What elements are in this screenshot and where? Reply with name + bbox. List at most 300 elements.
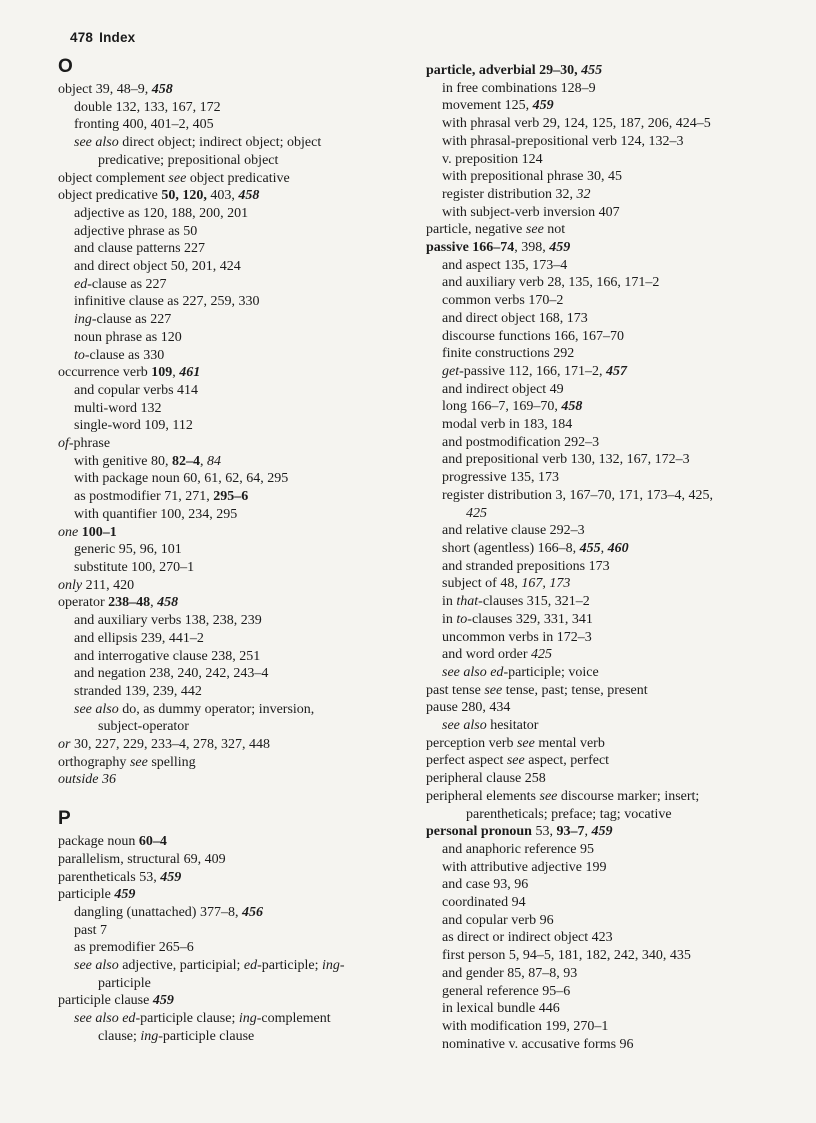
index-subentry (58, 347, 428, 365)
index-subentry (426, 416, 796, 434)
entry-text-run: 458 (151, 82, 173, 97)
index-subentry (426, 186, 796, 204)
entry-text-run: 167, 173 (521, 576, 571, 592)
index-entry (58, 577, 428, 595)
entry-text-run: get (442, 363, 460, 379)
index-subentry (58, 223, 428, 241)
index-entry (426, 221, 796, 239)
entry-text-run: and copular verbs 414 (74, 382, 199, 398)
entry-text-run: see also (74, 1011, 119, 1027)
index-subentry (426, 540, 796, 558)
index-subentry (426, 292, 796, 310)
entry-text-run: ed (243, 958, 258, 974)
entry-text-run: in free combinations 128–9 (442, 80, 596, 96)
entry-text-run: discourse marker; insert; (557, 788, 700, 804)
entry-text-run: -participle; voice (503, 664, 599, 680)
index-subentry (58, 630, 428, 648)
entry-text-run: tense, past; tense, present (502, 682, 648, 698)
entry-text-run: stranded 139, 239, 442 (74, 683, 202, 699)
entry-text-run: subject of 48, (442, 576, 522, 592)
index-subentry (426, 558, 796, 576)
entry-text-run: 82–4 (172, 453, 200, 469)
entry-text-run: to (456, 611, 468, 627)
entry-text-run: parentheticals 53, (58, 869, 161, 885)
index-subentry (58, 116, 428, 134)
entry-text-run: as premodifier 265–6 (74, 940, 194, 956)
entry-text-run: 458 (561, 399, 583, 415)
entry-text-run: passive 166–74 (426, 240, 515, 256)
entry-text-run: clause; (98, 1028, 141, 1044)
index-subentry (58, 400, 428, 418)
entry-text-run: one (58, 524, 79, 540)
entry-text-run: substitute 100, 270–1 (74, 559, 195, 575)
index-subentry (426, 274, 796, 292)
entry-text-run: perception verb (426, 735, 517, 751)
index-subentry (58, 470, 428, 488)
index-entry (58, 851, 428, 869)
index-subentry (426, 841, 796, 859)
entry-text-run: short (agentless) 166–8, (442, 540, 580, 556)
entry-text-run: -passive 112, 166, 171–2, (459, 363, 606, 379)
entry-text-run: see also (442, 718, 487, 734)
index-entry (58, 81, 428, 99)
entry-text-run: mental verb (534, 735, 605, 751)
entry-text-run: ing (140, 1028, 159, 1044)
entry-text-run: pause 280, 434 (426, 700, 511, 716)
entry-text-run: generic 95, 96, 101 (74, 542, 182, 558)
entry-text-run: past 7 (74, 922, 108, 938)
index-subentry (426, 257, 796, 275)
index-subentry (58, 293, 428, 311)
entry-text-run: 211, 420 (82, 577, 135, 593)
entry-text-run: subject-operator (98, 719, 189, 735)
entry-text-run: object predicative (186, 170, 290, 186)
entry-text-run: 459 (591, 824, 613, 840)
entry-text-run: 458 (157, 595, 179, 611)
entry-text-run: personal pronoun (426, 824, 532, 840)
entry-text-run: 93–7 (556, 824, 585, 840)
entry-text-run: peripheral elements (426, 788, 540, 804)
index-continuation (58, 975, 428, 993)
index-subentry (426, 965, 796, 983)
entry-text-run: and copular verb 96 (442, 912, 554, 928)
index-subentry (58, 382, 428, 400)
index-entry (58, 170, 428, 188)
entry-text-run: 459 (532, 98, 554, 114)
index-entry (58, 736, 428, 754)
entry-text-run: as direct or indirect object 423 (442, 930, 613, 946)
entry-text-run: occurrence verb (58, 365, 152, 381)
entry-text-run: with phrasal-prepositional verb 124, 132–3 (442, 133, 684, 149)
entry-text-run: particle, adverbial 29–30, (426, 63, 582, 78)
index-subentry (58, 1010, 428, 1028)
entry-text-run: in lexical bundle 446 (442, 1001, 560, 1017)
index-subentry (58, 205, 428, 223)
entry-text-run: -participle clause (158, 1028, 255, 1044)
entry-text-run: and stranded prepositions 173 (442, 558, 610, 574)
entry-text-run: 425 (466, 505, 487, 521)
index-entry (426, 735, 796, 753)
index-subentry (426, 398, 796, 416)
entry-text-run: see also ed (442, 664, 504, 680)
entry-text-run: see also (74, 135, 119, 151)
entry-text-run: 455 (581, 63, 603, 78)
entry-text-run: 459 (549, 240, 571, 256)
entry-text-run: coordinated 94 (442, 895, 526, 911)
entry-text-run: , (200, 453, 207, 469)
entry-text-run: participle (98, 975, 151, 991)
entry-text-run: ed (122, 1011, 136, 1027)
index-subentry (426, 929, 796, 947)
entry-text-run: and ellipsis 239, 441–2 (74, 630, 204, 646)
entry-text-run: orthography (58, 754, 130, 770)
entry-text-run: with subject-verb inversion 407 (442, 204, 620, 220)
index-subentry (58, 506, 428, 524)
entry-text-run: ing (238, 1011, 257, 1027)
p-entries (58, 833, 428, 1045)
index-entry (426, 823, 796, 841)
entry-text-run: uncommon verbs in 172–3 (442, 629, 592, 645)
entry-text-run: single-word 109, 112 (74, 418, 193, 434)
entry-text-run: finite constructions 292 (442, 346, 575, 362)
index-subentry (426, 611, 796, 629)
entry-text-run: see (525, 222, 544, 238)
index-subentry (426, 204, 796, 222)
entry-text-run: and postmodification 292–3 (442, 434, 600, 450)
index-subentry (58, 134, 428, 152)
entry-text-run: register distribution 3, 167–70, 171, 173–4, 425, (442, 487, 714, 503)
entry-text-run: 460 (607, 540, 629, 556)
entry-text-run: or (58, 737, 71, 753)
entry-text-run: 238–48 (108, 595, 151, 611)
entry-text-run: 461 (179, 365, 201, 381)
index-subentry (426, 522, 796, 540)
entry-text-run: in (442, 594, 457, 610)
index-subentry (426, 593, 796, 611)
entry-text-run: nominative v. accusative forms 96 (442, 1036, 634, 1052)
entry-text-run: , (584, 824, 592, 840)
index-subentry (58, 329, 428, 347)
entry-text-run: operator (58, 595, 109, 611)
entry-text-run: not (543, 222, 566, 238)
entry-text-run: , (150, 595, 158, 611)
entry-text-run: with package noun 60, 61, 62, 64, 295 (74, 471, 289, 487)
entry-text-run: and relative clause 292–3 (442, 523, 585, 539)
index-subentry (426, 894, 796, 912)
index-continuation (58, 152, 428, 170)
entry-text-run: with phrasal verb 29, 124, 125, 187, 206, 424–5 (442, 116, 711, 132)
entry-text-run: see (129, 754, 148, 770)
index-entry (58, 771, 428, 789)
entry-text-run: object predicative (58, 188, 162, 204)
index-subentry (426, 1036, 796, 1054)
entry-text-run: and gender 85, 87–8, 93 (442, 965, 578, 981)
entry-text-run: see (506, 753, 525, 769)
entry-text-run: parallelism, structural 69, 409 (58, 851, 226, 867)
entry-text-run: see (484, 682, 503, 698)
entry-text-run: -participle clause; (135, 1011, 239, 1027)
index-subentry (58, 701, 428, 719)
index-continuation (58, 1028, 428, 1046)
entry-text-run: peripheral clause 258 (426, 771, 546, 787)
entry-text-run: see (539, 788, 558, 804)
index-entry (426, 770, 796, 788)
entry-text-run: to (74, 347, 85, 363)
index-subentry (426, 983, 796, 1001)
entry-text-run: with prepositional phrase 30, 45 (442, 169, 623, 185)
entry-text-run: general reference 95–6 (442, 983, 571, 999)
index-subentry (426, 469, 796, 487)
index-subentry (426, 1000, 796, 1018)
entry-text-run: 100–1 (81, 524, 117, 540)
entry-text-run: see also (74, 701, 119, 717)
entry-text-run: fronting 400, 401–2, 405 (74, 117, 214, 133)
index-subentry (426, 310, 796, 328)
entry-text-run: -clauses 315, 321–2 (478, 594, 590, 610)
index-entry (58, 524, 428, 542)
index-entry (58, 886, 428, 904)
entry-text-run: and direct object 50, 201, 424 (74, 259, 241, 275)
index-entry (426, 699, 796, 717)
index-entry (58, 869, 428, 887)
index-subentry (426, 381, 796, 399)
letter-heading-p: P (58, 808, 71, 830)
index-subentry (426, 97, 796, 115)
entry-text-run: with genitive 80, (74, 453, 172, 469)
entry-text-run: 84 (207, 453, 221, 469)
index-entry (426, 752, 796, 770)
index-subentry (426, 133, 796, 151)
index-subentry (426, 664, 796, 682)
index-subentry (426, 451, 796, 469)
index-subentry (426, 876, 796, 894)
section-title: Index (99, 30, 136, 45)
index-subentry (426, 168, 796, 186)
entry-text-run: 459 (114, 887, 136, 903)
index-subentry (426, 629, 796, 647)
entry-text-run: and negation 238, 240, 242, 243–4 (74, 666, 269, 682)
index-entry (426, 239, 796, 257)
index-subentry (58, 240, 428, 258)
entry-text-run: 32 (576, 186, 591, 202)
entry-text-run: ing (322, 958, 340, 974)
entry-text-run: adjective as 120, 188, 200, 201 (74, 205, 249, 221)
index-subentry (58, 957, 428, 975)
entry-text-run: modal verb in 183, 184 (442, 417, 573, 433)
index-subentry (426, 328, 796, 346)
index-subentry (58, 311, 428, 329)
entry-text-run: direct object; indirect object; object (118, 135, 322, 151)
entry-text-run: predicative; prepositional object (98, 152, 279, 168)
entry-text-run: movement 125, (442, 98, 533, 114)
index-subentry (426, 646, 796, 664)
index-entry (426, 788, 796, 806)
index-subentry (426, 487, 796, 505)
index-subentry (426, 363, 796, 381)
entry-text-run: -clause as 227 (91, 312, 172, 328)
entry-text-run: double 132, 133, 167, 172 (74, 99, 221, 115)
entry-text-run: and prepositional verb 130, 132, 167, 172–3 (442, 452, 690, 468)
entry-text-run: ing (74, 312, 92, 328)
entry-text-run: in (442, 611, 457, 627)
index-subentry (58, 488, 428, 506)
entry-text-run: 60–4 (138, 834, 167, 850)
entry-text-run: parentheticals; preface; tag; vocative (466, 806, 672, 822)
entry-text-run: 50, 120, (161, 188, 207, 204)
index-subentry (426, 717, 796, 735)
entry-text-run: - (339, 958, 345, 974)
entry-text-run: perfect aspect (426, 753, 507, 769)
entry-text-run: v. preposition 124 (442, 151, 543, 167)
entry-text-run: , 398, (514, 240, 550, 256)
entry-text-run: and anaphoric reference 95 (442, 841, 594, 857)
index-subentry (58, 648, 428, 666)
entry-text-run: as postmodifier 71, 271, (74, 489, 214, 505)
entry-text-run: outside 36 (58, 772, 116, 788)
entry-text-run: common verbs 170–2 (442, 293, 564, 309)
index-subentry (58, 612, 428, 630)
entry-text-run: see (516, 735, 535, 751)
entry-text-run: adjective phrase as 50 (74, 223, 198, 239)
entry-text-run: participle (58, 887, 115, 903)
entry-text-run: 458 (238, 188, 260, 204)
index-subentry (426, 434, 796, 452)
entry-text-run: with modification 199, 270–1 (442, 1018, 609, 1034)
entry-text-run: participle clause (58, 993, 153, 1009)
index-entry (58, 754, 428, 772)
entry-text-run: adjective, participial; (118, 958, 244, 974)
index-continuation (426, 806, 796, 824)
entry-text-run: and word order (442, 647, 532, 663)
index-entry (58, 594, 428, 612)
entry-text-run: and indirect object 49 (442, 381, 564, 397)
index-subentry (58, 276, 428, 294)
entry-text-run: 109 (151, 365, 173, 381)
entry-text-run: 457 (605, 363, 627, 379)
entry-text-run: 459 (152, 993, 174, 1009)
entry-text-run: -complement (256, 1011, 331, 1027)
entry-text-run: 403, (206, 188, 239, 204)
entry-text-run: aspect, perfect (524, 753, 610, 769)
index-subentry (426, 947, 796, 965)
index-entry (58, 364, 428, 382)
entry-text-run: dangling (unattached) 377–8, (74, 904, 242, 920)
index-entry (58, 992, 428, 1010)
index-subentry (58, 939, 428, 957)
index-subentry (58, 453, 428, 471)
index-entry (58, 435, 428, 453)
entry-text-run: particle, negative (426, 222, 526, 238)
index-subentry (58, 904, 428, 922)
entry-text-run: past tense (426, 682, 485, 698)
entry-text-run: only (58, 577, 83, 593)
entry-text-run: progressive 135, 173 (442, 470, 560, 486)
entry-text-run: see also (74, 958, 119, 974)
index-entry (426, 62, 796, 80)
letter-heading-o: O (58, 56, 73, 77)
entry-text-run: 425 (531, 647, 553, 663)
entry-text-run: hesitator (486, 718, 539, 734)
index-entry (58, 187, 428, 205)
entry-text-run: see (168, 170, 187, 186)
entry-text-run: 459 (160, 869, 182, 885)
index-subentry (426, 859, 796, 877)
entry-text-run: -clause as 227 (87, 276, 167, 292)
index-subentry (426, 1018, 796, 1036)
entry-text-run: and auxiliary verbs 138, 238, 239 (74, 613, 262, 629)
index-subentry (426, 115, 796, 133)
entry-text-run: , (600, 540, 608, 556)
right-column (426, 62, 796, 1053)
entry-text-run: package noun (58, 834, 139, 850)
page-number: 478 (70, 30, 94, 45)
entry-text-run: 30, 227, 229, 233–4, 278, 327, 448 (70, 737, 270, 753)
entry-text-run: 53, (531, 824, 557, 840)
entry-text-run: long 166–7, 169–70, (442, 399, 562, 415)
index-subentry (58, 559, 428, 577)
index-entry (426, 682, 796, 700)
entry-text-run: and aspect 135, 173–4 (442, 257, 568, 273)
entry-text-run: discourse functions 166, 167–70 (442, 328, 624, 344)
entry-text-run: multi-word 132 (74, 400, 162, 416)
index-subentry (426, 151, 796, 169)
entry-text-run: , (172, 365, 180, 381)
entry-text-run: object complement (58, 170, 169, 186)
entry-text-run: first person 5, 94–5, 181, 182, 242, 340, 435 (442, 948, 691, 964)
entry-text-run: of (58, 436, 69, 452)
index-subentry (58, 665, 428, 683)
index-subentry (426, 345, 796, 363)
left-column (58, 55, 428, 1046)
index-subentry (58, 417, 428, 435)
entry-text-run: and direct object 168, 173 (442, 310, 588, 326)
entry-text-run: with quantifier 100, 234, 295 (74, 506, 238, 522)
index-subentry (426, 80, 796, 98)
entry-text-run: noun phrase as 120 (74, 329, 182, 345)
o-entries (58, 81, 428, 789)
index-subentry (58, 99, 428, 117)
entry-text-run: and case 93, 96 (442, 877, 529, 893)
index-subentry (426, 912, 796, 930)
entry-text-run: -clause as 330 (84, 347, 165, 363)
entry-text-run: -phrase (68, 436, 111, 452)
entry-text-run: -clauses 329, 331, 341 (467, 611, 593, 627)
entry-text-run: spelling (147, 754, 196, 770)
index-subentry (58, 541, 428, 559)
index-subentry (58, 683, 428, 701)
entry-text-run: object 39, 48–9, (58, 82, 152, 97)
entry-text-run: and auxiliary verb 28, 135, 166, 171–2 (442, 275, 660, 291)
index-continuation (58, 718, 428, 736)
index-subentry (58, 922, 428, 940)
index-subentry (58, 258, 428, 276)
index-entry (58, 833, 428, 851)
entry-text-run: -participle; (257, 958, 323, 974)
index-subentry (426, 575, 796, 593)
entry-text-run: and interrogative clause 238, 251 (74, 648, 261, 664)
entry-text-run: with attributive adjective 199 (442, 859, 607, 875)
entry-text-run: 455 (579, 540, 601, 556)
entry-text-run: that (456, 594, 479, 610)
entry-text-run: register distribution 32, (442, 186, 577, 202)
entry-text-run: infinitive clause as 227, 259, 330 (74, 294, 260, 310)
entry-text-run: and clause patterns 227 (74, 241, 206, 257)
index-continuation (426, 505, 796, 523)
entry-text-run: do, as dummy operator; inversion, (118, 701, 315, 717)
running-head (70, 30, 135, 45)
entry-text-run: 456 (241, 904, 263, 920)
entry-text-run: 295–6 (213, 489, 249, 505)
